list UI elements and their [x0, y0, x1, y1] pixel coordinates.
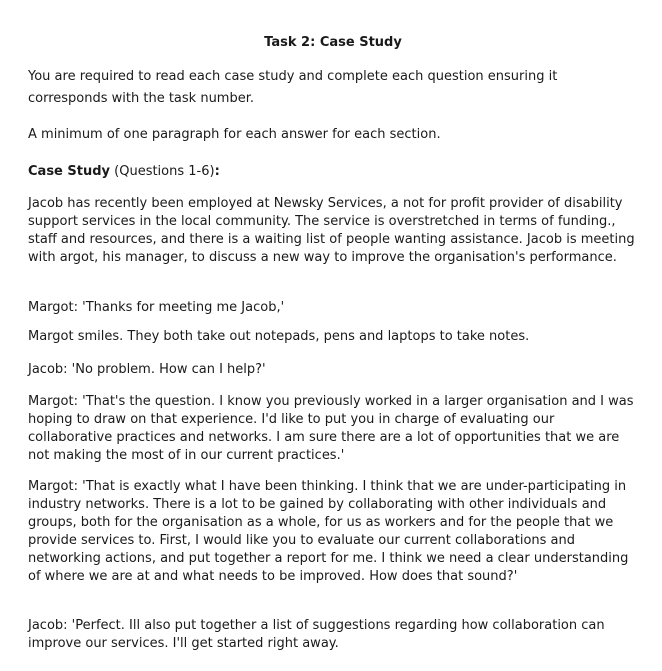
minimum-requirement: A minimum of one paragraph for each answer for each section. — [28, 127, 441, 142]
dialogue-line: Margot: 'That is exactly what I have been thinking. I think that we are under-participating in industry networks. There is a lot to be gained by collaborating with other individuals and groups, both for the organisation as a whole, for us as workers and for the people that we provide services to. First, I would like you to evaluate our current collaborations and networking actions, and put together a report for me. I think we need a clear understanding of where we are at and what needs to be improved. How does that sound?' — [28, 479, 629, 584]
case-study-colon: : — [214, 164, 220, 179]
document-title: Task 2: Case Study — [264, 35, 402, 50]
dialogue-line: Margot: 'Thanks for meeting me Jacob,' — [28, 300, 285, 315]
dialogue-line: Margot: 'That's the question. I know you previously worked in a larger organisation and I was hoping to draw on that experience. I'd like to put you in charge of evaluating our collaborative practices and networks. I am sure there are a lot of opportunities that we are not making the most of in our current practices.' — [28, 394, 634, 463]
instructions-paragraph: You are required to read each case study and complete each question ensuring it corresponds with the task number. — [28, 69, 558, 106]
case-study-heading — [28, 163, 638, 181]
dialogue-line: Jacob: 'No problem. How can I help?' — [28, 362, 266, 377]
case-study-questions: (Questions 1-6) — [110, 164, 215, 179]
case-study-label: Case Study — [28, 164, 111, 179]
dialogue-line: Jacob: 'Perfect. Ill also put together a list of suggestions regarding how collaboration can improve our services. I'll get started right away. — [28, 618, 605, 651]
case-intro-paragraph: Jacob has recently been employed at Newsky Services, a not for profit provider of disability support services in the local community. The service is overstretched in terms of funding., staff and resources, and there is a waiting list of people wanting assistance. Jacob is meeting with argot, his manager, to discuss a new way to improve the organisation's performance. — [28, 196, 635, 265]
narration-line: Margot smiles. They both take out notepads, pens and laptops to take notes. — [28, 329, 530, 344]
